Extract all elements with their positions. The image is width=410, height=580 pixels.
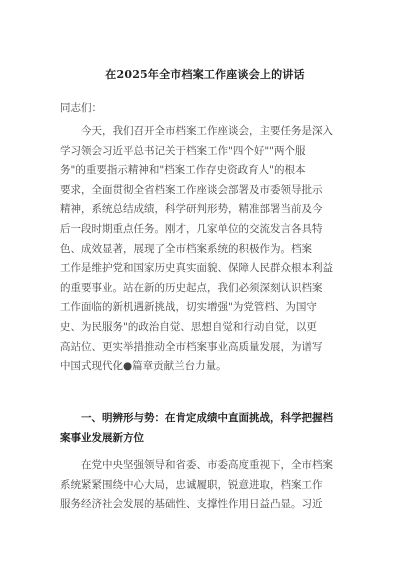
paragraph-line: 中国式现代化●篇章贡献兰台力量。 xyxy=(60,360,227,373)
document-title: 在2025年全市档案工作座谈会上的讲话 xyxy=(105,68,305,81)
paragraph-line: 高站位、更实举措推动全市档案事业高质量发展，为谱写 xyxy=(60,340,323,353)
paragraph-line: 工作是维护党和国家历史真实面貌、保障人民群众根本利益 xyxy=(60,262,333,275)
paragraph-line: 在党中央坚强领导和省委、市委高度重视下，全市档案 xyxy=(81,459,333,471)
paragraph-line: 工作面临的新机遇新挑战，切实增强"为党管档、为国守 xyxy=(60,301,317,314)
heading-line: 一、明辨形与势：在肯定成绩中直面挑战，科学把握档 xyxy=(81,412,333,424)
section-heading xyxy=(60,408,356,448)
paragraph-line: 的重要事业。站在新的历史起点，我们必须深刻认识档案 xyxy=(60,281,323,294)
paragraph-section1 xyxy=(60,456,356,515)
paragraph-line: 后一段时期重点任务。刚才，几家单位的交流发言各具特 xyxy=(60,222,323,235)
paragraph-line: 史、为民服务"的政治自觉、思想自觉和行动自觉，以更 xyxy=(60,320,317,333)
paragraph-line: 学习领会习近平总书记关于档案工作"四个好""两个服 xyxy=(60,144,306,157)
salutation: 同志们： xyxy=(60,102,102,114)
paragraph-line: 今天，我们召开全市档案工作座谈会，主要任务是深入 xyxy=(81,125,333,137)
paragraph-line: 色、成效显著，展现了全市档案系统的积极作为。档案 xyxy=(60,242,312,255)
paragraph-line: 务"的重要指示精神和"档案工作存史资政育人"的根本 xyxy=(60,164,306,177)
paragraph-intro xyxy=(60,122,356,377)
heading-line: 案事业发展新方位 xyxy=(60,432,144,444)
paragraph-line: 精神，系统总结成绩，科学研判形势，精准部署当前及今 xyxy=(60,203,323,216)
paragraph-line: 服务经济社会发展的基础性、支撑性作用日益凸显。习近 xyxy=(60,498,323,511)
paragraph-line: 要求，全面贯彻全省档案工作座谈会部署及市委领导批示 xyxy=(60,183,323,196)
paragraph-line: 系统紧紧围绕中心大局，忠诚履职，锐意进取，档案工作 xyxy=(60,478,323,491)
